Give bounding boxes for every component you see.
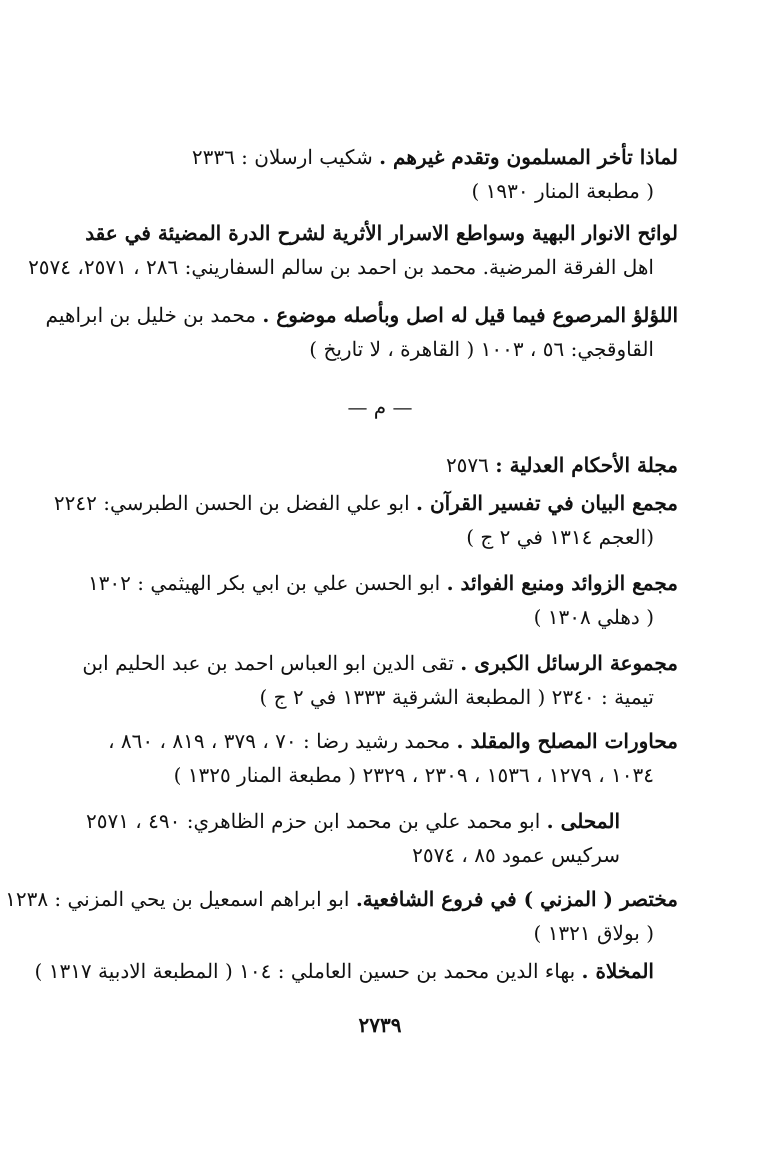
entry-publication: (العجم ١٣١٤ في ٢ ج ) (466, 525, 654, 549)
entry-title: مجلة الأحكام العدلية : (495, 453, 678, 477)
bibliography-entry (88, 448, 678, 482)
bibliography-entry (28, 216, 678, 284)
bibliography-entry (88, 566, 678, 634)
entry-title: مختصر ( المزني ) في فروع الشافعية. (355, 887, 678, 911)
bibliography-entry (45, 298, 678, 366)
entry-author: بهاء الدين محمد بن حسين العاملي : ١٠٤ ( المطبعة الادبية ١٣١٧ ) (34, 959, 576, 983)
entry-title: مجمع البيان في تفسير القرآن . (416, 491, 678, 515)
entry-author: اهل الفرقة المرضية. محمد بن احمد بن سالم السفاريني: ٢٨٦ ، ٢٥٧١، ٢٥٧٤ (28, 255, 654, 279)
entry-publication: ( دهلي ١٣٠٨ ) (533, 605, 654, 629)
page-number: ٢٧٣٩ (358, 1013, 402, 1037)
bibliography-entry (88, 140, 678, 208)
entry-author: شكيب ارسلان : ٢٣٣٦ (191, 145, 373, 169)
bibliography-entry (85, 804, 678, 872)
entry-reference: ٢٥٧٦ (445, 453, 489, 477)
entry-title: المحلى . (546, 809, 620, 833)
entry-publication: ١٠٣٤ ، ١٢٧٩ ، ١٥٣٦ ، ٢٣٠٩ ، ٢٣٢٩ ( مطبعة المنار ١٣٢٥ ) (173, 763, 654, 787)
entry-publication: تيمية : ٢٣٤٠ ( المطبعة الشرقية ١٣٣٣ في ٢ ج ) (259, 685, 654, 709)
entry-publication: القاوقجي: ٥٦ ، ١٠٠٣ ( القاهرة ، لا تاريخ ) (309, 337, 654, 361)
bibliography-entry (5, 882, 678, 950)
entry-title: لوائح الانوار البهية وسواطع الاسرار الأثرية لشرح الدرة المضيئة في عقد (85, 221, 678, 245)
entry-title: المخلاة . (581, 959, 654, 983)
entry-author: محمد رشيد رضا : ٧٠ ، ٣٧٩ ، ٨١٩ ، ٨٦٠ ، (108, 729, 451, 753)
entry-author: تقى الدين ابو العباس احمد بن عبد الحليم ابن (82, 651, 454, 675)
entry-title: محاورات المصلح والمقلد . (456, 729, 678, 753)
bibliography-entry (34, 954, 678, 988)
entry-author: محمد بن خليل بن ابراهيم (45, 303, 257, 327)
entry-title: مجموعة الرسائل الكبرى . (460, 651, 678, 675)
entry-title: مجمع الزوائد ومنبع الفوائد . (446, 571, 678, 595)
entry-publication: ( مطبعة المنار ١٩٣٠ ) (471, 179, 654, 203)
entry-reference: سركيس عمود ٨٥ ، ٢٥٧٤ (412, 843, 620, 867)
entry-author: ابو علي الفضل بن الحسن الطبرسي: ٢٢٤٢ (53, 491, 410, 515)
entry-title: اللؤلؤ المرصوع فيما قيل له اصل وبأصله موضوع . (262, 303, 678, 327)
bibliography-entry (88, 724, 678, 792)
bibliography-entry (82, 646, 678, 714)
entry-author: ابو محمد علي بن محمد ابن حزم الظاهري: ٤٩٠ ، ٢٥٧١ (85, 809, 541, 833)
section-letter: — م — (347, 395, 413, 419)
entry-title: لماذا تأخر المسلمون وتقدم غيرهم . (379, 145, 678, 169)
entry-author: ابو ابراهم اسمعيل بن يحي المزني : ١٢٣٨ (5, 887, 350, 911)
bibliography-entry (53, 486, 678, 554)
entry-publication: ( بولاق ١٣٢١ ) (533, 921, 654, 945)
entry-author: ابو الحسن علي بن ابي بكر الهيثمي : ١٣٠٢ (87, 571, 441, 595)
